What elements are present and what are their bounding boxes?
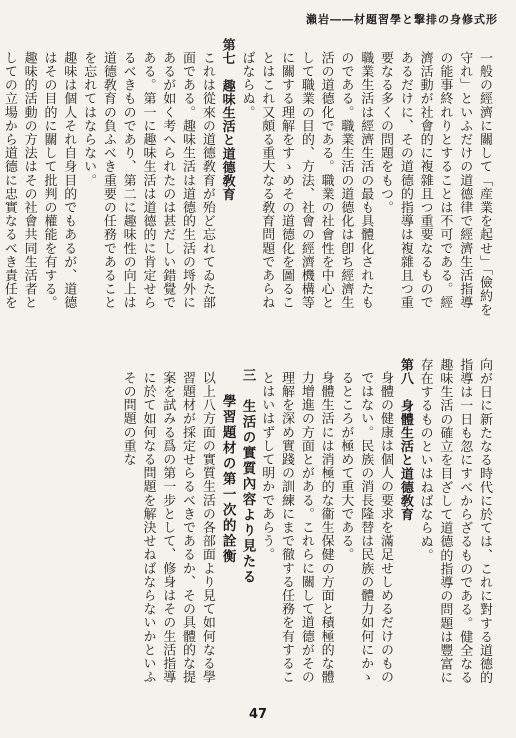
paragraph: 趣味は個人それ自身目的でもあるが、道德はその目的に關して批判の權能を有する。趣味的活動の方法はその社會共同生活者としての立場から道德に忠實なるべき責任を bbox=[1, 51, 77, 310]
paragraph: これは從來の道德敎育が殆ど忘れてゐた部面である。趣味生活は道德的生活の埓外にあるが如く考へられたのは甚だしい錯覺である。第一に趣味生活は道德的に肯定せらるべきものであり、第二に趣味性の向上は道德敎育の負ふべき重要の任務であることを忘れてはならない。 bbox=[81, 51, 215, 310]
heading-label: 第八 bbox=[397, 358, 413, 386]
heading-8 bbox=[395, 358, 415, 688]
section-title-line-2: 學習題材の第一次的詮衡 bbox=[219, 394, 236, 565]
section-heading bbox=[237, 358, 257, 688]
upper-text-block bbox=[1, 38, 494, 321]
paragraph: 身體の健康は個人の要求を滿足せしめるだけのものではない。民族の消長隆替は民族の體力如何にかゝるところが極めて重大である。 bbox=[338, 371, 394, 684]
running-head bbox=[18, 10, 498, 28]
paragraph: 一般の經濟に關して「産業を起せ」「儉約を守れ」といふだけの道德律で經濟生活指導の能事終れりとすることは不可である。經濟活動が社會的に複雜且つ重要なるものであるだけに、その道德的指導は複雜且つ重要なる多くの問題をもつ。 bbox=[378, 51, 492, 317]
paragraph: 職業生活は經濟生活の最も具體化されたものである。職業生活の道德化は卽ち經濟生活の道德化である。職業の社會性を中心として職業の目的、方法、社會の經濟機構等に關する理解をすゝめその道德化を圖ることはこれ又頗る重大なる敎育問題であらねばならぬ。 bbox=[239, 51, 374, 310]
lower-text-block bbox=[22, 358, 494, 688]
paragraph: 以上八方面の實質生活の各部面より見て如何なる學習題材が採定せらるべきであるか、その具體的な提案を試みる爲の第一步として、修身はその生活指導に於て如何なる問題を解決せねばならないかといふその問題の重な bbox=[120, 371, 215, 684]
heading-7 bbox=[217, 38, 237, 321]
section-heading-line-2 bbox=[217, 358, 237, 688]
heading-label: 第七 bbox=[219, 38, 235, 66]
section-title-line-1: 生活の實質內容より見たる bbox=[239, 399, 256, 585]
section-number: 三 bbox=[239, 368, 256, 384]
paragraph: 向が日に新たなる時代に於ては、これに對する道德的指導は一日も忽にすべからざるものである。健全なる趣味生活の確立を目ざして道德的指導の問題は豐富に存在するものといはねばならぬ。 bbox=[417, 358, 492, 685]
page-number: 47 bbox=[248, 707, 268, 722]
heading-title: 身體生活と道德敎育 bbox=[397, 398, 413, 522]
paragraph: 身體生活には消極的な衞生保健の方面と積極的な體力增進の方面とがある。これらに關して道德がその理解を深め實踐の訓練にまで徹する任務を有することはいはずして明かであらう。 bbox=[259, 371, 334, 684]
heading-title: 趣味生活と道德敎育 bbox=[219, 78, 235, 202]
running-head-text: 形式修身の排撃と學習題材――岩瀨 bbox=[306, 13, 498, 26]
